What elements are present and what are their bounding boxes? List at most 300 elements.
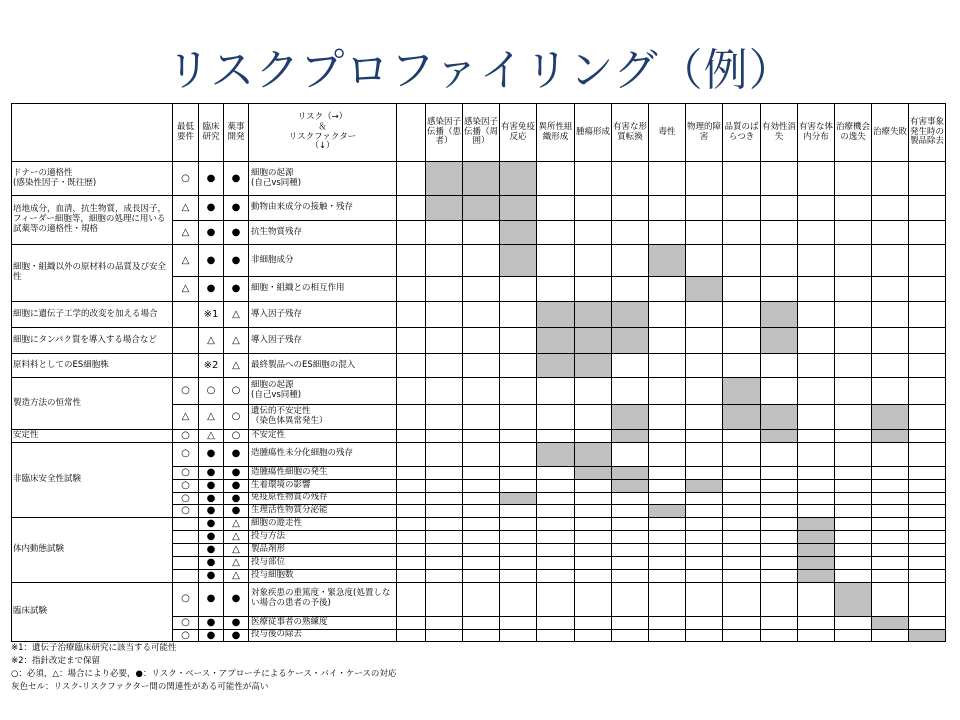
risk-factor: 細胞の遊走性 xyxy=(249,518,397,531)
header-risk: 毒性 xyxy=(649,104,686,162)
risk-cell xyxy=(500,302,537,328)
header-row xyxy=(12,104,946,162)
footnote: ※1：遺伝子治療臨床研究に該当する可能性 xyxy=(11,643,177,653)
risk-cell xyxy=(761,557,798,570)
table-row xyxy=(12,378,946,405)
risk-cell xyxy=(909,405,946,430)
requirement-mark: ● xyxy=(199,492,224,505)
header-risk: 有害な形質転換 xyxy=(612,104,649,162)
risk-cell xyxy=(575,221,612,245)
risk-cell xyxy=(500,518,537,531)
risk-cell xyxy=(872,302,909,328)
risk-cell xyxy=(909,505,946,518)
blank-cell xyxy=(397,582,426,616)
row-group-label: 臨床試験 xyxy=(12,582,173,642)
risk-cell xyxy=(761,378,798,405)
risk-cell xyxy=(426,466,463,479)
blank-cell xyxy=(397,162,426,196)
risk-cell xyxy=(686,354,723,378)
table-row xyxy=(12,245,946,277)
risk-cell xyxy=(723,196,761,221)
risk-cell xyxy=(575,405,612,430)
risk-cell xyxy=(761,544,798,557)
risk-cell xyxy=(909,277,946,302)
risk-cell xyxy=(909,544,946,557)
requirement-mark: △ xyxy=(224,302,249,328)
risk-cell xyxy=(909,245,946,277)
risk-cell xyxy=(500,616,537,629)
row-group-label: 細胞に遺伝子工学的改変を加える場合 xyxy=(12,302,173,328)
risk-cell xyxy=(612,569,649,582)
risk-cell xyxy=(500,557,537,570)
risk-cell xyxy=(872,442,909,466)
risk-cell xyxy=(500,430,537,443)
risk-cell-related xyxy=(723,405,761,430)
risk-factor: 投与部位 xyxy=(249,557,397,570)
risk-cell xyxy=(835,196,872,221)
risk-cell xyxy=(835,544,872,557)
risk-cell xyxy=(872,569,909,582)
risk-cell xyxy=(835,162,872,196)
requirement-mark: ※2 xyxy=(199,354,224,378)
risk-cell xyxy=(575,518,612,531)
risk-cell xyxy=(872,162,909,196)
risk-cell xyxy=(835,378,872,405)
risk-cell xyxy=(761,196,798,221)
risk-cell xyxy=(686,196,723,221)
risk-cell xyxy=(649,162,686,196)
blank-cell xyxy=(397,557,426,570)
risk-cell-related xyxy=(500,196,537,221)
risk-cell xyxy=(426,378,463,405)
row-group-label: 非臨床安全性試験 xyxy=(12,442,173,518)
table-row xyxy=(12,302,946,328)
row-group-label: 安定性 xyxy=(12,430,173,443)
requirement-mark: ● xyxy=(224,245,249,277)
blank-cell xyxy=(397,544,426,557)
risk-cell xyxy=(575,582,612,616)
risk-cell xyxy=(835,277,872,302)
risk-cell xyxy=(500,479,537,492)
risk-factor: 最終製品へのES細胞の混入 xyxy=(249,354,397,378)
blank-cell xyxy=(397,616,426,629)
risk-cell xyxy=(761,616,798,629)
risk-cell xyxy=(500,582,537,616)
requirement-mark: △ xyxy=(224,544,249,557)
risk-cell xyxy=(723,430,761,443)
requirement-mark xyxy=(173,569,199,582)
risk-cell-related xyxy=(575,302,612,328)
risk-cell xyxy=(500,531,537,544)
header-risk: 腫瘍形成 xyxy=(575,104,612,162)
requirement-mark: ● xyxy=(199,245,224,277)
blank-cell xyxy=(397,479,426,492)
risk-cell xyxy=(798,582,835,616)
risk-cell xyxy=(463,378,500,405)
risk-cell xyxy=(612,544,649,557)
requirement-mark: ● xyxy=(199,557,224,570)
requirement-mark: ● xyxy=(199,466,224,479)
risk-cell xyxy=(798,442,835,466)
risk-factor: 製品剤形 xyxy=(249,544,397,557)
risk-cell xyxy=(723,531,761,544)
risk-cell xyxy=(835,518,872,531)
requirement-mark: ● xyxy=(199,544,224,557)
risk-cell xyxy=(798,629,835,642)
risk-cell xyxy=(500,442,537,466)
risk-cell-related xyxy=(575,354,612,378)
risk-cell xyxy=(723,245,761,277)
requirement-mark xyxy=(173,302,199,328)
risk-cell xyxy=(426,629,463,642)
blank-cell xyxy=(397,531,426,544)
requirement-mark: ● xyxy=(224,629,249,642)
table-row xyxy=(12,430,946,443)
risk-cell xyxy=(649,328,686,354)
requirement-mark: ● xyxy=(224,582,249,616)
risk-cell xyxy=(575,569,612,582)
risk-cell-related xyxy=(761,328,798,354)
risk-cell xyxy=(575,629,612,642)
risk-cell xyxy=(463,466,500,479)
requirement-mark: △ xyxy=(224,328,249,354)
risk-cell xyxy=(686,629,723,642)
risk-cell xyxy=(686,531,723,544)
risk-cell xyxy=(798,196,835,221)
risk-cell xyxy=(872,466,909,479)
risk-cell xyxy=(761,162,798,196)
risk-factor: 造腫瘍性未分化細胞の残存 xyxy=(249,442,397,466)
risk-cell xyxy=(872,328,909,354)
risk-cell-related xyxy=(872,430,909,443)
requirement-mark: ● xyxy=(199,162,224,196)
header-risk: 感染因子伝播（患者） xyxy=(426,104,463,162)
risk-cell xyxy=(761,442,798,466)
requirement-mark: △ xyxy=(173,405,199,430)
risk-cell xyxy=(649,492,686,505)
risk-cell xyxy=(537,466,575,479)
risk-cell xyxy=(463,629,500,642)
risk-cell xyxy=(798,328,835,354)
risk-cell xyxy=(723,221,761,245)
risk-cell-related xyxy=(537,442,575,466)
risk-cell xyxy=(686,582,723,616)
risk-factor: 免疫原性物質の残存 xyxy=(249,492,397,505)
risk-cell xyxy=(835,629,872,642)
risk-cell xyxy=(649,302,686,328)
risk-cell xyxy=(909,221,946,245)
risk-cell xyxy=(798,492,835,505)
risk-cell xyxy=(463,531,500,544)
risk-cell xyxy=(612,378,649,405)
risk-factor: 造腫瘍性細胞の発生 xyxy=(249,466,397,479)
risk-cell xyxy=(612,557,649,570)
risk-cell xyxy=(872,505,909,518)
risk-cell xyxy=(909,442,946,466)
requirement-mark: ● xyxy=(224,466,249,479)
risk-cell xyxy=(835,405,872,430)
risk-factor: 細胞の起源 (自己vs同種) xyxy=(249,162,397,196)
risk-cell xyxy=(463,479,500,492)
risk-cell xyxy=(723,505,761,518)
risk-cell-related xyxy=(612,466,649,479)
requirement-mark: △ xyxy=(199,430,224,443)
risk-cell xyxy=(761,569,798,582)
risk-cell xyxy=(537,492,575,505)
risk-cell xyxy=(835,328,872,354)
risk-factor: 投与方法 xyxy=(249,531,397,544)
risk-cell xyxy=(872,221,909,245)
risk-cell xyxy=(798,302,835,328)
risk-cell xyxy=(537,557,575,570)
risk-cell xyxy=(649,582,686,616)
requirement-mark xyxy=(173,544,199,557)
requirement-mark: ● xyxy=(199,582,224,616)
header-blank xyxy=(397,104,426,162)
risk-cell-related xyxy=(723,378,761,405)
header-risk: 有害免疫反応 xyxy=(500,104,537,162)
risk-cell xyxy=(798,354,835,378)
risk-cell xyxy=(500,405,537,430)
header-req-col: 最低要件 xyxy=(173,104,199,162)
risk-cell xyxy=(686,492,723,505)
risk-factor: 不安定性 xyxy=(249,430,397,443)
footnote: 灰色セル：リスク-リスクファクター間の関連性がある可能性が高い xyxy=(11,682,269,692)
risk-cell xyxy=(723,328,761,354)
risk-cell xyxy=(872,531,909,544)
risk-cell xyxy=(649,518,686,531)
risk-cell xyxy=(761,245,798,277)
risk-cell xyxy=(723,442,761,466)
risk-cell xyxy=(426,582,463,616)
risk-cell xyxy=(575,245,612,277)
risk-cell xyxy=(835,245,872,277)
risk-cell-related xyxy=(500,492,537,505)
risk-cell xyxy=(909,479,946,492)
risk-cell xyxy=(909,196,946,221)
risk-cell xyxy=(426,328,463,354)
risk-cell xyxy=(612,629,649,642)
risk-cell-related xyxy=(798,557,835,570)
risk-cell xyxy=(537,629,575,642)
page-title: リスクプロファイリング（例） xyxy=(166,45,794,96)
risk-cell xyxy=(426,354,463,378)
risk-cell xyxy=(909,378,946,405)
risk-cell xyxy=(426,505,463,518)
risk-cell xyxy=(426,302,463,328)
risk-cell xyxy=(686,616,723,629)
risk-cell xyxy=(463,221,500,245)
table-body xyxy=(12,104,946,642)
blank-cell xyxy=(397,518,426,531)
risk-cell xyxy=(649,544,686,557)
risk-factor: 非細胞成分 xyxy=(249,245,397,277)
table-row xyxy=(12,354,946,378)
risk-cell xyxy=(686,466,723,479)
risk-cell xyxy=(872,277,909,302)
risk-cell xyxy=(575,544,612,557)
risk-cell xyxy=(761,492,798,505)
risk-cell xyxy=(686,302,723,328)
risk-cell xyxy=(463,405,500,430)
risk-cell xyxy=(537,479,575,492)
risk-factor: 対象疾患の重篤度・緊急度(処置しない場合の患者の予後) xyxy=(249,582,397,616)
risk-cell xyxy=(500,466,537,479)
table-row xyxy=(12,582,946,616)
blank-cell xyxy=(397,277,426,302)
risk-cell xyxy=(426,616,463,629)
footnote: ※2：指針改定まで保留 xyxy=(11,656,101,666)
header-risk: 品質のばらつき xyxy=(723,104,761,162)
requirement-mark: ● xyxy=(199,479,224,492)
requirement-mark: ○ xyxy=(224,430,249,443)
requirement-mark: △ xyxy=(224,531,249,544)
blank-cell xyxy=(397,354,426,378)
header-req-col: 臨床研究 xyxy=(199,104,224,162)
risk-cell xyxy=(723,569,761,582)
risk-factor: 遺伝的不安定性 （染色体異常発生） xyxy=(249,405,397,430)
risk-cell xyxy=(537,405,575,430)
row-group-label: 体内動態試験 xyxy=(12,518,173,583)
risk-cell xyxy=(723,479,761,492)
risk-cell xyxy=(909,557,946,570)
risk-cell xyxy=(872,378,909,405)
risk-cell xyxy=(612,582,649,616)
risk-cell-related xyxy=(500,221,537,245)
requirement-mark: ○ xyxy=(173,616,199,629)
risk-cell xyxy=(761,505,798,518)
risk-cell xyxy=(612,277,649,302)
requirement-mark: ○ xyxy=(173,582,199,616)
risk-cell xyxy=(872,245,909,277)
risk-cell xyxy=(537,518,575,531)
risk-cell xyxy=(723,518,761,531)
risk-cell xyxy=(537,378,575,405)
blank-cell xyxy=(397,378,426,405)
header-risk: 物理的障害 xyxy=(686,104,723,162)
risk-cell xyxy=(649,557,686,570)
risk-cell-related xyxy=(798,544,835,557)
risk-cell xyxy=(761,531,798,544)
risk-cell xyxy=(612,354,649,378)
risk-factor: 動物由来成分の接触・残存 xyxy=(249,196,397,221)
risk-cell-related xyxy=(575,442,612,466)
risk-cell xyxy=(649,354,686,378)
risk-cell xyxy=(575,196,612,221)
risk-cell xyxy=(872,479,909,492)
risk-cell xyxy=(463,544,500,557)
requirement-mark: ● xyxy=(224,505,249,518)
risk-cell xyxy=(500,277,537,302)
risk-cell xyxy=(909,518,946,531)
header-blank xyxy=(12,104,173,162)
blank-cell xyxy=(397,221,426,245)
row-group-label: 製造方法の恒常性 xyxy=(12,378,173,430)
risk-cell xyxy=(761,277,798,302)
risk-cell xyxy=(649,221,686,245)
risk-cell-related xyxy=(537,328,575,354)
risk-cell xyxy=(575,505,612,518)
risk-cell xyxy=(463,302,500,328)
risk-cell-related xyxy=(649,245,686,277)
risk-cell-related xyxy=(686,479,723,492)
table-row xyxy=(12,442,946,466)
risk-cell xyxy=(500,569,537,582)
risk-cell xyxy=(872,557,909,570)
risk-cell xyxy=(537,430,575,443)
risk-cell xyxy=(575,378,612,405)
risk-cell xyxy=(686,544,723,557)
risk-cell xyxy=(463,518,500,531)
requirement-mark: △ xyxy=(224,354,249,378)
risk-cell xyxy=(426,569,463,582)
risk-cell xyxy=(649,569,686,582)
table-row xyxy=(12,196,946,221)
requirement-mark: ● xyxy=(224,442,249,466)
risk-cell xyxy=(835,616,872,629)
requirement-mark: ○ xyxy=(173,466,199,479)
risk-cell xyxy=(649,629,686,642)
risk-cell xyxy=(909,466,946,479)
blank-cell xyxy=(397,629,426,642)
risk-cell xyxy=(426,479,463,492)
risk-cell xyxy=(537,569,575,582)
risk-cell xyxy=(575,531,612,544)
risk-cell xyxy=(686,557,723,570)
risk-cell-related xyxy=(537,302,575,328)
risk-cell xyxy=(909,354,946,378)
risk-cell xyxy=(649,616,686,629)
risk-cell xyxy=(537,245,575,277)
risk-factor: 投与細胞数 xyxy=(249,569,397,582)
risk-cell xyxy=(723,629,761,642)
risk-cell xyxy=(649,531,686,544)
risk-cell xyxy=(723,277,761,302)
risk-cell xyxy=(909,582,946,616)
risk-cell xyxy=(537,221,575,245)
risk-cell xyxy=(612,162,649,196)
requirement-mark xyxy=(173,518,199,531)
risk-cell-related xyxy=(761,302,798,328)
risk-cell xyxy=(575,430,612,443)
requirement-mark: ○ xyxy=(224,378,249,405)
requirement-mark xyxy=(173,328,199,354)
requirement-mark: △ xyxy=(173,221,199,245)
risk-cell xyxy=(872,518,909,531)
risk-cell-related xyxy=(426,162,463,196)
blank-cell xyxy=(397,245,426,277)
risk-cell xyxy=(798,616,835,629)
requirement-mark: ○ xyxy=(173,492,199,505)
risk-cell-related xyxy=(537,354,575,378)
risk-cell xyxy=(463,430,500,443)
risk-cell xyxy=(500,544,537,557)
risk-cell xyxy=(909,162,946,196)
requirement-mark: ● xyxy=(199,569,224,582)
risk-cell xyxy=(798,221,835,245)
risk-cell xyxy=(909,569,946,582)
header-risk: 有害事象発生時の製品除去 xyxy=(909,104,946,162)
risk-factor: 生理活性物質分泌能 xyxy=(249,505,397,518)
risk-cell xyxy=(426,442,463,466)
requirement-mark: △ xyxy=(199,328,224,354)
risk-cell xyxy=(686,221,723,245)
risk-cell xyxy=(612,531,649,544)
risk-cell xyxy=(537,162,575,196)
blank-cell xyxy=(397,405,426,430)
requirement-mark xyxy=(173,354,199,378)
risk-cell xyxy=(909,430,946,443)
